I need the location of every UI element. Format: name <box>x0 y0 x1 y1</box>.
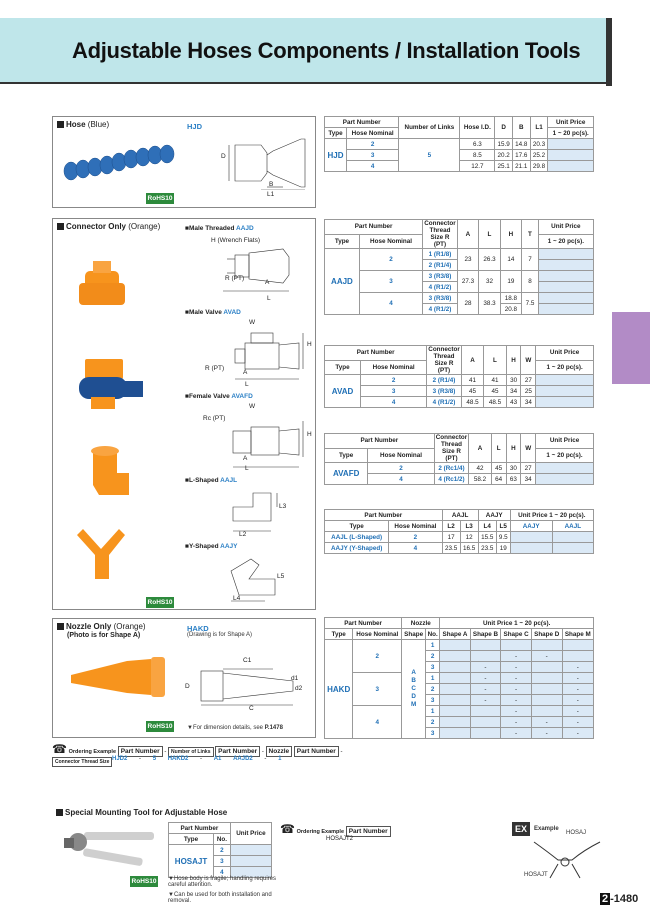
section-tab <box>612 312 650 384</box>
table-row: 3 3 (R3/8) 27.3 32 19 8 <box>325 271 594 282</box>
ex-badge: EX <box>512 822 530 836</box>
nz-dim-c: C <box>249 705 254 712</box>
nozzle-table: Part Number Nozzle Unit Price 1 ~ 20 pc(s). Type Hose Nominal Shape No. Shape A Shape B Shape C Shape D Shape M HAKD 2 A B C D M 1 2 - - 3 - - - 3 1 - - - 2 - - - 3 - - - 4 1 - - 2 - - - 3 - - - <box>324 617 594 739</box>
table-row: 3 <box>169 856 272 867</box>
fv-dim-h: H <box>307 431 312 438</box>
table-row: 3 - - - <box>325 728 594 739</box>
tool-note-1: ▼Hose body is fragile; handling requires careful attention. <box>168 876 277 888</box>
table-row: 4 12.7 25.1 21.1 29.8 <box>325 161 594 172</box>
hose-code: HJD <box>187 122 203 131</box>
tool-photo <box>62 826 157 868</box>
header-edge <box>606 18 612 86</box>
aajd-table: Part Number Connector Thread Size R (PT) A L H T Unit Price Type Hose Nominal 1 ~ 20 pc(s). AAJD 2 1 (R1/8) 23 26.3 14 7 2 (R1/4) 3 3 (R3/8) 27.3 32 19 8 4 (R1/2) 4 3 (R3/8) 28 38.3 18.8 7.5 4 (R1/2) 20.8 <box>324 219 594 315</box>
table-row: AAJL (L-Shaped) 2 17 12 15.5 9.5 <box>325 532 594 543</box>
nozzle-drawing <box>195 667 307 707</box>
tool-ordering: ☎ Ordering Example Part Number <box>280 822 391 837</box>
connector-panel <box>52 218 316 610</box>
male-valve-label: ■Male Valve AVAD <box>185 309 241 316</box>
male-threaded-label: ■Male Threaded AAJD <box>185 225 254 232</box>
table-row: 4 (R1/2) <box>325 282 594 293</box>
connector-title: Connector Only (Orange) <box>57 222 160 231</box>
table-row: 4 4 (Rc1/2) 58.2 64 63 34 <box>325 474 594 485</box>
mv-dim-w: W <box>249 319 256 326</box>
table-row: 3 - - - <box>325 662 594 673</box>
hose-dim-d: D <box>221 153 226 160</box>
nozzle-subtitle: (Photo is for Shape A) <box>67 632 141 639</box>
lshaped-drawing <box>223 491 283 541</box>
mv-dim-h: H <box>307 341 312 348</box>
hose-photo <box>61 137 181 192</box>
table-row: AVAD 2 2 (R1/4) 41 41 30 27 <box>325 375 594 386</box>
table-row: HJD 2 5 6.3 15.9 14.8 20.3 <box>325 139 594 150</box>
nz-dim-d2: d2 <box>295 685 303 692</box>
connector-rohs: RoHS10 <box>147 599 173 606</box>
table-row: 4 <box>169 867 272 878</box>
mv-dim-a: A <box>243 369 248 376</box>
phone-icon: ☎ <box>52 742 67 756</box>
table-row: HAKD 2 A B C D M 1 <box>325 640 594 651</box>
table-row: AAJD 2 1 (R1/8) 23 26.3 14 7 <box>325 249 594 260</box>
nz-dim-d: D <box>185 683 190 690</box>
ordering-values: HJD2 - 5 HAKD2 - A1 AAJD2 - 1 <box>112 756 282 762</box>
lshaped-label: ■L-Shaped AAJL <box>185 477 238 484</box>
table-row: 3 - - - <box>325 695 594 706</box>
hose-rohs: RoHS10 <box>147 195 173 202</box>
y-dim-l4: L4 <box>233 595 241 602</box>
hose-dim-b: B <box>269 181 274 188</box>
table-row: 2 - - - <box>325 717 594 728</box>
nz-dim-c1: C1 <box>243 657 252 664</box>
ex-top: HOSAJ <box>566 830 587 836</box>
fv-dim-w: W <box>249 403 256 410</box>
mv-dim-r: R (PT) <box>205 365 225 372</box>
mt-dim-r: R (PT) <box>225 275 245 282</box>
table-row: AVAFD 2 2 (Rc1/4) 42 45 30 27 <box>325 463 594 474</box>
tool-note-2: ▼Can be used for both installation and removal. <box>168 892 272 904</box>
female-valve-drawing <box>229 417 309 473</box>
nozzle-photo <box>67 653 177 713</box>
hose-panel <box>52 116 316 208</box>
avafd-table: Part Number Connector Thread Size R (PT) A L H W Unit Price Type Hose Nominal 1 ~ 20 pc(s). AVAFD 2 2 (Rc1/4) 42 45 30 27 4 4 (Rc1/2) 58.2 64 63 34 <box>324 433 594 485</box>
header-band <box>0 18 606 84</box>
fv-dim-rc: Rc (PT) <box>203 415 226 422</box>
table-row: 3 8.5 20.2 17.6 25.2 <box>325 150 594 161</box>
ordering-example: ☎ Ordering Example Part Number - Number of Links Part Number - Nozzle Part Number - Connector Thread Size <box>52 742 343 765</box>
fv-dim-a: A <box>243 455 248 462</box>
table-row: 2 - - - <box>325 684 594 695</box>
female-valve-label: ■Female Valve AVAFD <box>185 393 253 400</box>
connector-photos <box>71 259 171 589</box>
ex-label: Example <box>534 826 559 832</box>
mt-dim-h: H (Wrench Flats) <box>211 237 260 244</box>
hose-dim-l1: L1 <box>267 191 275 198</box>
mt-dim-l: L <box>267 295 271 302</box>
nozzle-code: HAKD <box>187 624 209 633</box>
table-row: 3 3 (R3/8) 45 45 34 25 <box>325 386 594 397</box>
y-dim-l5: L5 <box>277 573 285 580</box>
nozzle-note: ▼For dimension details, see P.1478 <box>187 725 283 731</box>
nozzle-rohs: RoHS10 <box>147 723 173 730</box>
table-row: 4 1 - - <box>325 706 594 717</box>
ex-bottom: HOSAJT <box>524 872 548 878</box>
male-threaded-drawing <box>223 247 303 297</box>
l-dim-l3: L3 <box>279 503 287 510</box>
table-row: 2 (R1/4) <box>325 260 594 271</box>
fv-dim-l: L <box>245 465 249 472</box>
nozzle-panel <box>52 618 316 738</box>
page-title: Adjustable Hoses Components / Installation Tools <box>72 38 581 63</box>
hose-drawing <box>221 135 313 190</box>
table-row: 3 1 - - - <box>325 673 594 684</box>
mt-dim-a: A <box>265 279 270 286</box>
table-row: HOSAJT 2 <box>169 845 272 856</box>
table-row: 2 - - <box>325 651 594 662</box>
male-valve-drawing <box>229 329 309 385</box>
nozzle-drawnote: (Drawing is for Shape A) <box>187 632 253 638</box>
hose-table: Part Number Number of Links Hose I.D. D B L1 Unit Price Type Hose Nominal 1 ~ 20 pc(s). HJD 2 5 6.3 15.9 14.8 20.3 3 8.5 20.2 17.6 25.2 4 12.7 25.1 21.1 29.8 <box>324 116 594 172</box>
tool-rohs: RoHS10 <box>131 878 157 885</box>
mv-dim-l: L <box>245 381 249 388</box>
tool-ordering-value: HOSAJT2 <box>326 836 354 842</box>
page-number: 2 -1480 <box>602 893 639 905</box>
nz-dim-d1: d1 <box>291 675 299 682</box>
nozzle-title: Nozzle Only (Orange) <box>57 622 146 631</box>
hose-title: Hose (Blue) <box>57 120 109 129</box>
avad-table: Part Number Connector Thread Size R (PT) A L H W Unit Price Type Hose Nominal 1 ~ 20 pc(s). AVAD 2 2 (R1/4) 41 41 30 27 3 3 (R3/8) 45 45 34 25 4 4 (R1/2) 48.5 48.5 43 34 <box>324 345 594 408</box>
table-row: 4 (R1/2) 20.8 <box>325 304 594 315</box>
table-row: AAJY (Y-Shaped) 4 23.5 16.5 23.5 19 <box>325 543 594 554</box>
aajl-table: Part Number AAJL AAJY Unit Price 1 ~ 20 pc(s). Type Hose Nominal L2 L3 L4 L5 AAJY AAJL AAJL (L-Shaped) 2 17 12 15.5 9.5 AAJY (Y-Shaped) 4 23.5 16.5 23.5 19 <box>324 509 594 554</box>
l-dim-l2: L2 <box>239 531 247 538</box>
yshaped-label: ■Y-Shaped AAJY <box>185 543 238 550</box>
tool-title: Special Mounting Tool for Adjustable Hose <box>56 808 227 817</box>
table-row: 4 4 (R1/2) 48.5 48.5 43 34 <box>325 397 594 408</box>
table-row: 4 3 (R3/8) 28 38.3 18.8 7.5 <box>325 293 594 304</box>
tool-table: Part Number Unit Price Type No. HOSAJT 2 3 4 <box>168 822 272 878</box>
phone-icon: ☎ <box>280 822 295 836</box>
